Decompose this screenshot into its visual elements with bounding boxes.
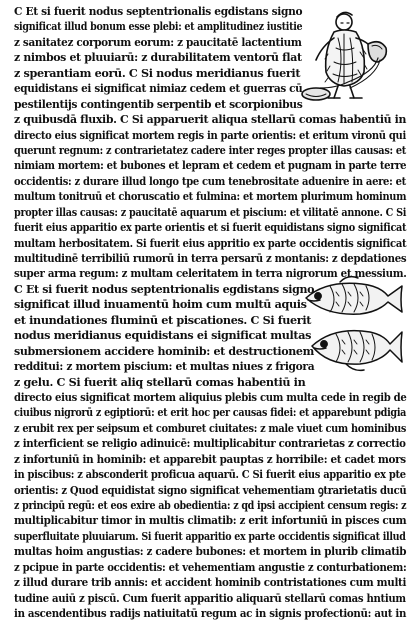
text-line: in ascendentibus radijs natiuitatū regum ac in signis profectionū: aut in [14,606,407,621]
text-line: nimiam mortem: et bubones et lepram et cedem et pugnam in parte terre [14,158,407,173]
text-line: significat illud inuamentū hoim cum multū aquis [14,297,307,312]
text-line: C Et si fuerit nodus septentrionalis egdistans signo [14,4,303,18]
text-line: z infortuniū in hominib: et apparebit pauptas z horribile: et cadet mors [14,451,406,466]
text-line: propter illas causas: z paucitatē aquarum et piscium: et vilitatē annone. C Si [14,204,407,219]
text-line: z sperantiam eorū. C Si nodus meridianus fuerit [14,65,301,80]
text-line: z gelu. C Si fuerit aliq stellarū comas habentiū in [14,374,306,389]
text-line: multiplicabitur timor in multis climatib: z erit infortuniū in pisces cum [14,513,407,528]
text-line: nodus meridianus equidistans ei significat multas [14,328,312,343]
text-line: multas hoim angustias: z cadere bubones: et mortem in plurib climatib [14,544,407,559]
text-line: occidentis: z durare illud longo tpe cum tenebrositate aduenire in aere: et [14,173,406,188]
text-line: multum tonitruū et choruscatio et fulmina: et mortem plurimum hominum [14,189,407,204]
text-line: fuerit eius apparitio ex parte orientis et si fuerit equidistans signo significat [14,220,407,235]
text-line: superfluitate pluuiarum. Si fuerit apparitio ex parte occidentis significat illud [14,528,406,543]
text-line: et inundationes fluminū et piscationes. C Si fuerit [14,312,312,327]
text-line: multam herbositatem. Si fuerit eius appritio ex parte occidentis significat [14,235,407,250]
pisces-woodcut-illustration [300,270,406,378]
text-line: z pcipue in parte occidentis: et vehementiam angustie z conturbationem: [14,559,407,574]
text-line: multitudinē terribiliū rumorū in terra persarū z montanis: z depdationes [14,251,407,265]
text-line: C Et si fuerit nodus septentrionalis egdistans signo [14,281,315,296]
text-line: tudine auiū z piscū. Cum fuerit apparitio aliquarū stellarū comas hntium [14,590,406,605]
text-line: pestilentijs contingentib serpentib et scorpionibus [14,96,303,111]
text-line: z erubit rex per seipsum et comburet ciuitates: z male viuet cum hominibus [14,420,407,435]
text-line: z nimbos et pluuiarū: z durabilitatem ventorū flat [14,50,302,65]
text-line: super arma regum: z multam celeritatem in terra nigrorum et messium. [14,266,407,281]
text-line: z sanitatez corporum eorum: z paucitatē lactentium [14,34,302,49]
text-line: redditui: z mortem piscium: et multas niues z frigora [14,359,315,374]
text-line: querunt regnum: z contrarietatez cadere inter reges propter illas causas: et [14,142,406,157]
text-line: significat illud bonum esse plebi: et amplitudinez iustitie [14,19,303,34]
text-line: z principū regū: et eos exire ab obedientia: z qd ipsi accipient censum regis: z [14,498,407,512]
text-line: in piscibus: z absconderit proficua aquarū. C Si fuerit eius apparitio ex pte [14,467,406,482]
text-line: equidistans ei significat nimiaz cedem et guerras cū [14,81,303,96]
text-line: directo eius significat mortem aliquius plebis cum multa cede in regib de [14,389,407,404]
text-line: z illud durare trib annis: et accident hominib contristationes cum multi [14,575,407,590]
text-line: z interficient se religio adinuicē: multiplicabitur contrarietas z correctio [14,436,406,451]
text-line: orientis: z Quod equidistat signo significat vehementiam ꝯtrarietatis ducū [14,482,407,497]
aquarius-woodcut-illustration [298,8,408,104]
text-line: submersionem accidere hominib: et destructionem [14,343,314,358]
text-line: z quibusdā fluxib. C Si apparuerit aliqua stellarū comas habentiū in [14,112,407,127]
text-line: ciuibus nigrorū z egiptiorū: et erit hoc per causas fidei: et apparebunt pdigia [14,405,407,420]
text-line: directo eius significat mortem regis in parte orientis: et eritum vironū qui [14,127,406,142]
